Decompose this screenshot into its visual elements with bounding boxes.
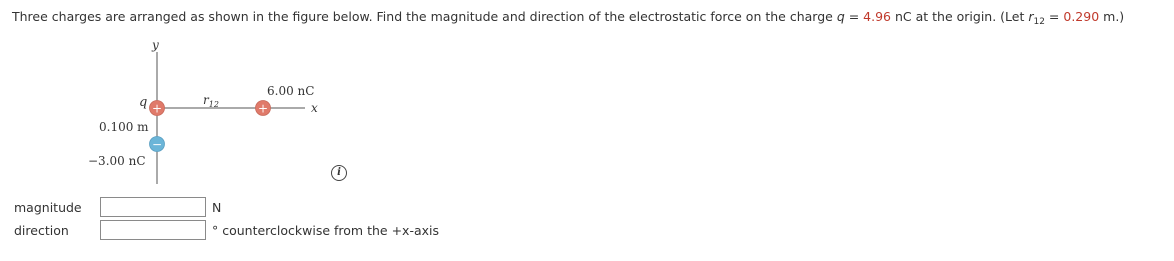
direction-unit: ° counterclockwise from the +x-axis	[212, 222, 439, 238]
r12-symbol: r	[203, 93, 209, 107]
r-value: 0.290	[1063, 9, 1100, 24]
charge-figure	[0, 0, 420, 200]
right-charge-label: 6.00 nC	[267, 84, 315, 98]
bottom-charge-label: −3.00 nC	[88, 154, 146, 168]
magnitude-input[interactable]	[100, 197, 206, 217]
q-unit: nC at the origin. (Let	[891, 9, 1029, 24]
equals-sign-2: =	[1044, 9, 1064, 24]
direction-input[interactable]	[100, 220, 206, 240]
direction-row	[14, 219, 439, 241]
q-value: 4.96	[863, 9, 892, 24]
r-unit: m.)	[1099, 9, 1125, 24]
q-charge-positive	[150, 101, 165, 116]
magnitude-row	[14, 196, 221, 218]
bottom-minus-sign: −	[151, 137, 163, 152]
distance-label: 0.100 m	[99, 120, 149, 134]
r12-label	[203, 93, 219, 109]
y-axis-label: y	[152, 38, 159, 52]
question-intro: Three charges are arranged as shown in the figure below. Find the magnitude and direction of the electrostatic force on the charge	[12, 9, 837, 24]
r12-subscript: 12	[208, 100, 219, 109]
r-subscript: 12	[1033, 17, 1045, 27]
x-axis-label: x	[311, 101, 318, 115]
magnitude-label: magnitude	[14, 199, 82, 215]
r-symbol: r	[1028, 9, 1034, 24]
q-symbol: q	[836, 9, 845, 24]
magnitude-unit: N	[212, 199, 222, 215]
info-icon[interactable]: i	[331, 165, 347, 181]
q-charge-label: q	[139, 95, 148, 110]
direction-label: direction	[14, 222, 69, 238]
bottom-charge-negative	[150, 137, 165, 152]
right-plus-sign: +	[257, 101, 269, 116]
q-plus-sign: +	[151, 101, 163, 116]
right-charge-positive	[256, 101, 271, 116]
equals-sign: =	[844, 9, 864, 24]
